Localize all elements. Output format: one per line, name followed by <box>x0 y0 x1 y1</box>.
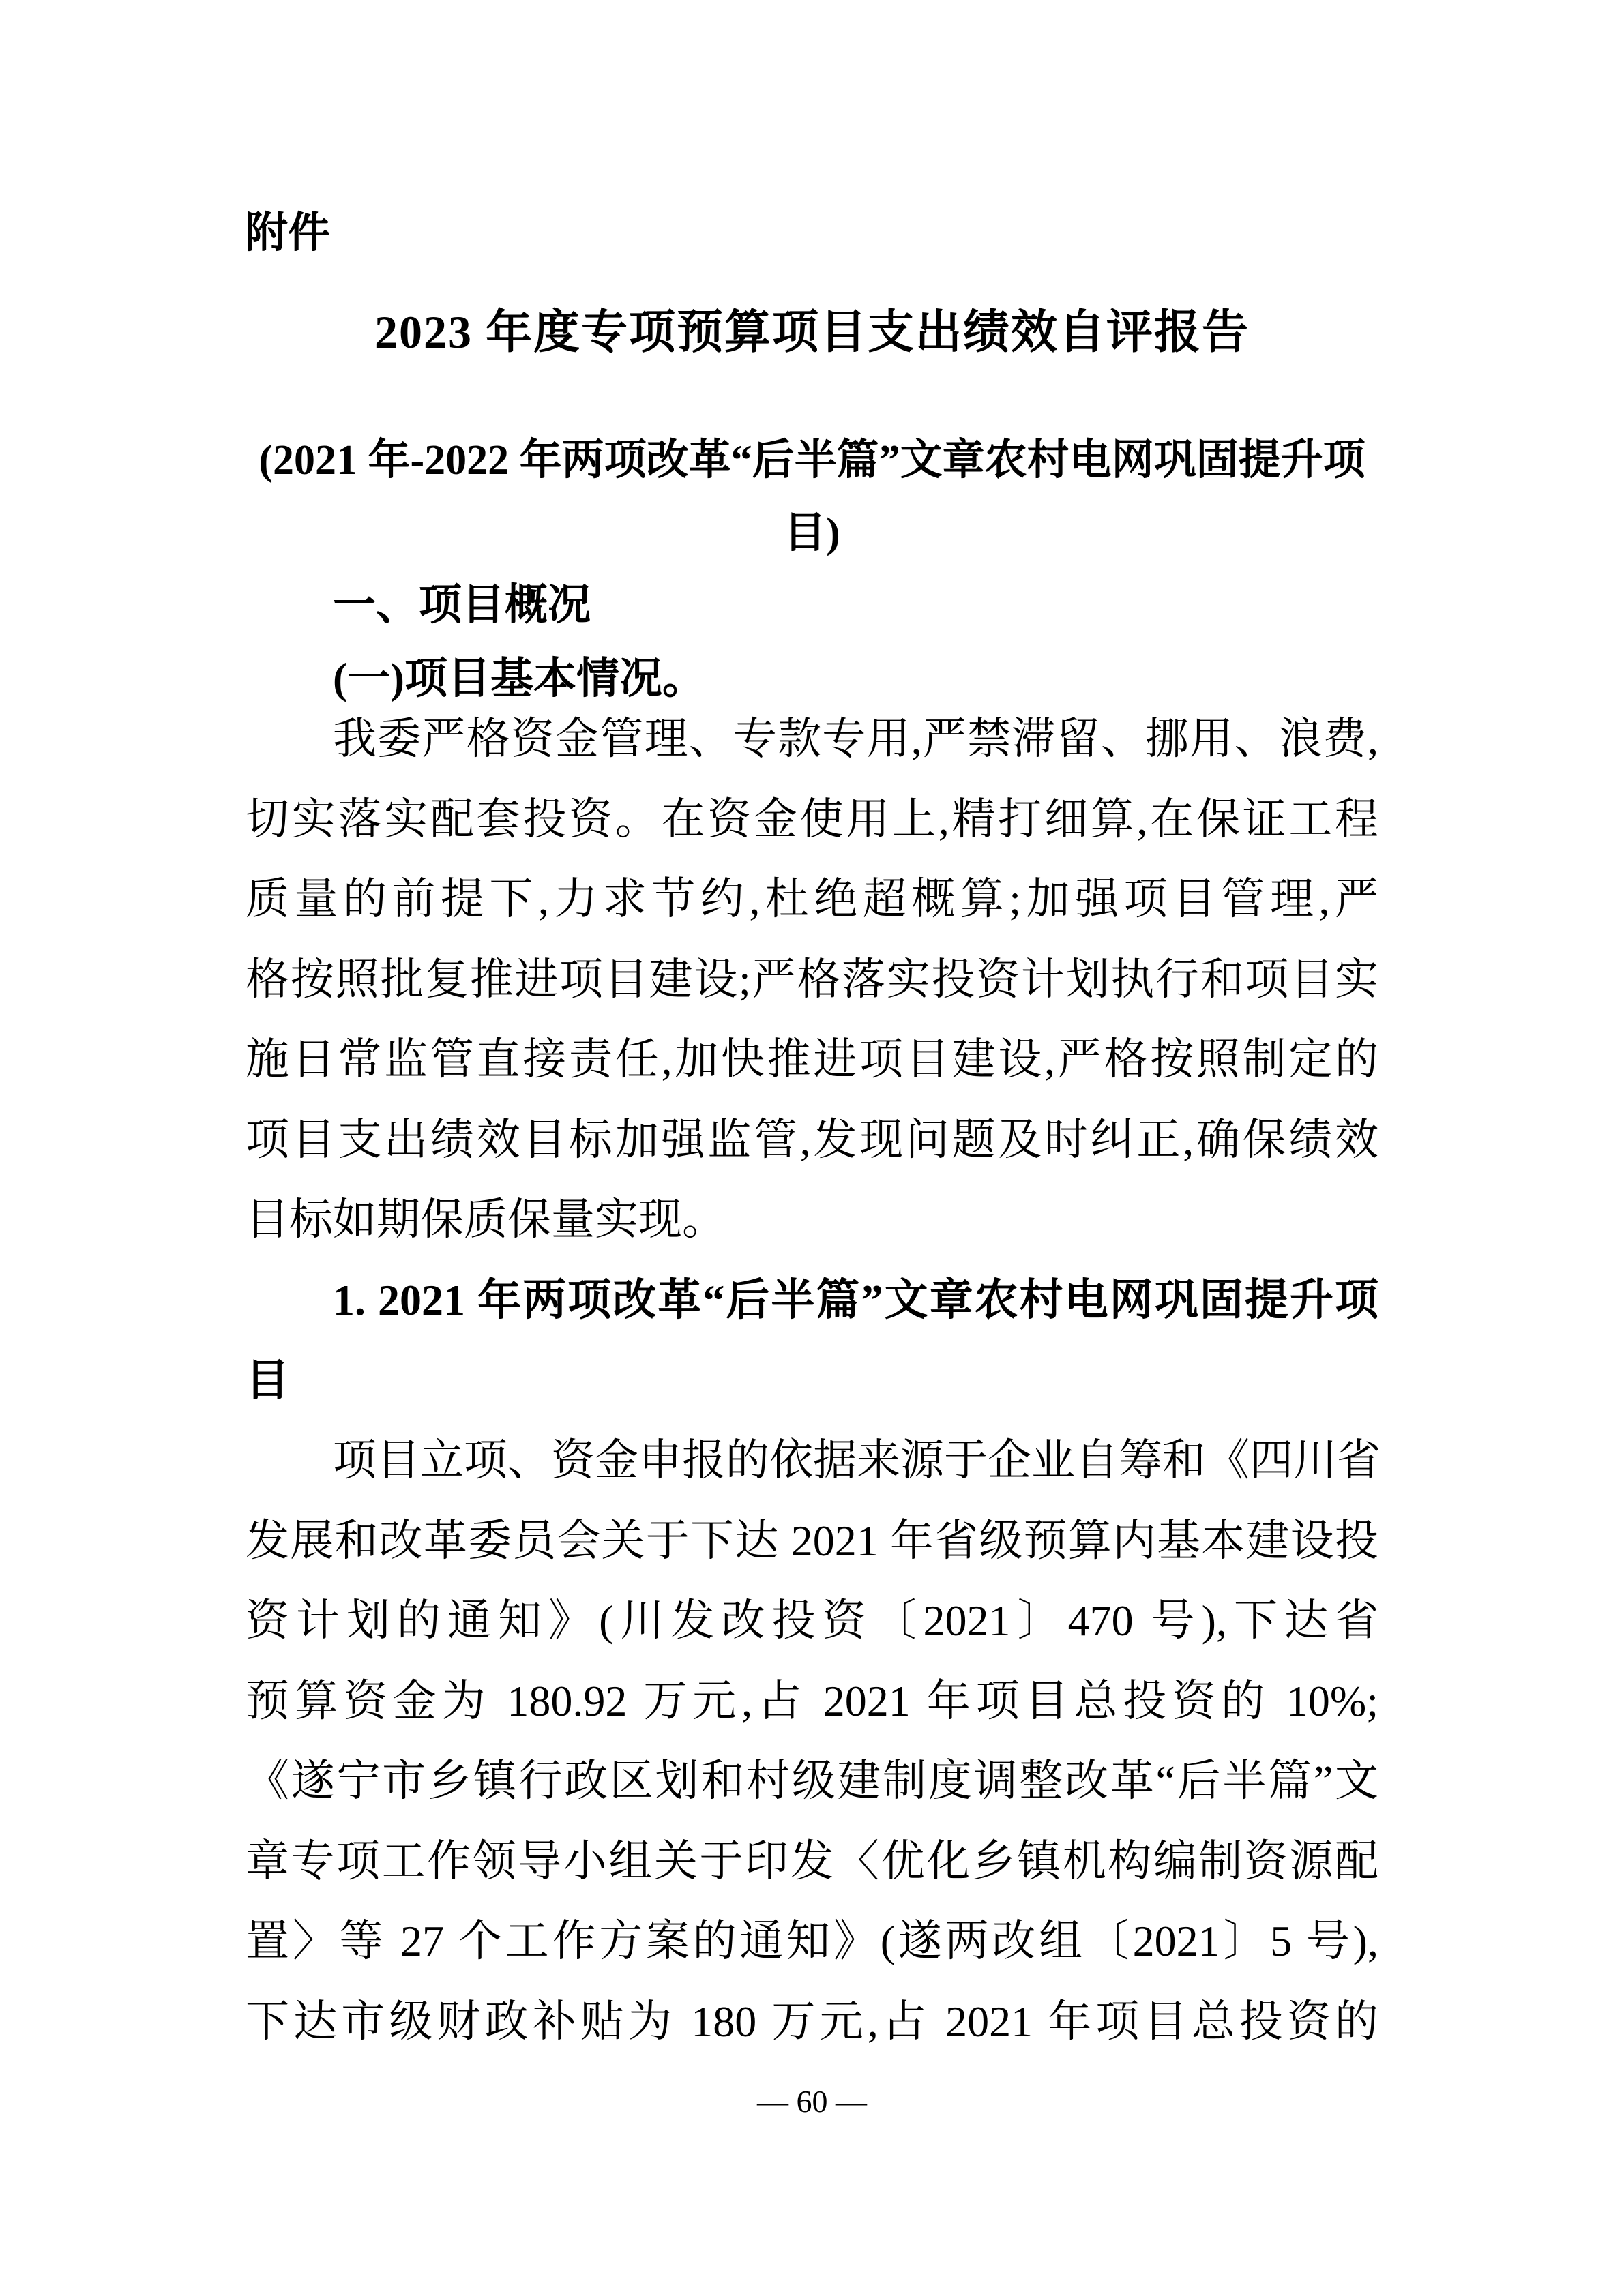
section-heading-project-overview: 一、项目概况 <box>333 581 591 629</box>
attachment-label: 附件 <box>246 209 331 256</box>
text-line: 格按照批复推进项目建设;严格落实投资计划执行和项目实 <box>246 955 1378 1004</box>
text-line: 发展和改革委员会关于下达 2021 年省级预算内基本建设投 <box>246 1516 1378 1565</box>
text-line: 切实落实配套投资。在资金使用上,精打细算,在保证工程 <box>246 794 1378 844</box>
text-line: 下达市级财政补贴为 180 万元,占 2021 年项目总投资的 <box>246 1997 1378 2046</box>
text-line: 项目立项、资金申报的依据来源于企业自筹和《四川省 <box>333 1436 1381 1485</box>
document-title: 2023 年度专项预算项目支出绩效自评报告 <box>374 306 1250 358</box>
document-subtitle-line1: (2021 年-2022 年两项改革“后半篇”文章农村电网巩固提升项 <box>259 437 1365 483</box>
text-line: 施日常监管直接责任,加快推进项目建设,严格按照制定的 <box>246 1035 1378 1084</box>
text-line: 章专项工作领导小组关于印发〈优化乡镇机构编制资源配 <box>246 1836 1378 1885</box>
subheading-line2: 目 <box>246 1356 289 1405</box>
text-line: 质量的前提下,力求节约,杜绝超概算;加强项目管理,严 <box>246 875 1378 923</box>
paragraph-fund-management <box>246 699 1378 1260</box>
text-line: 《遂宁市乡镇行政区划和村级建制度调整改革“后半篇”文 <box>246 1757 1378 1805</box>
text-line: 置〉等 27 个工作方案的通知》(遂两改组〔2021〕5 号), <box>246 1917 1378 1965</box>
text-line: 我委严格资金管理、专款专用,严禁滞留、挪用、浪费, <box>333 715 1378 763</box>
text-line: 资计划的通知》(川发改投资〔2021〕470 号),下达省 <box>246 1596 1378 1645</box>
subheading-2021-project <box>246 1260 1378 1420</box>
text-line: 预算资金为 180.92 万元,占 2021 年项目总投资的 10%; <box>246 1676 1378 1725</box>
text-line: 目标如期保质保量实现。 <box>246 1195 726 1244</box>
text-line: 项目支出绩效目标加强监管,发现问题及时纠正,确保绩效 <box>246 1115 1378 1164</box>
paragraph-project-funding-basis <box>246 1420 1381 2061</box>
subsection-heading-basic-info: (一)项目基本情况。 <box>333 655 705 702</box>
subheading-line1: 1. 2021 年两项改革“后半篇”文章农村电网巩固提升项 <box>333 1276 1378 1324</box>
page-number: — 60 — <box>757 2084 867 2119</box>
document-subtitle-line2: 目) <box>784 510 840 556</box>
